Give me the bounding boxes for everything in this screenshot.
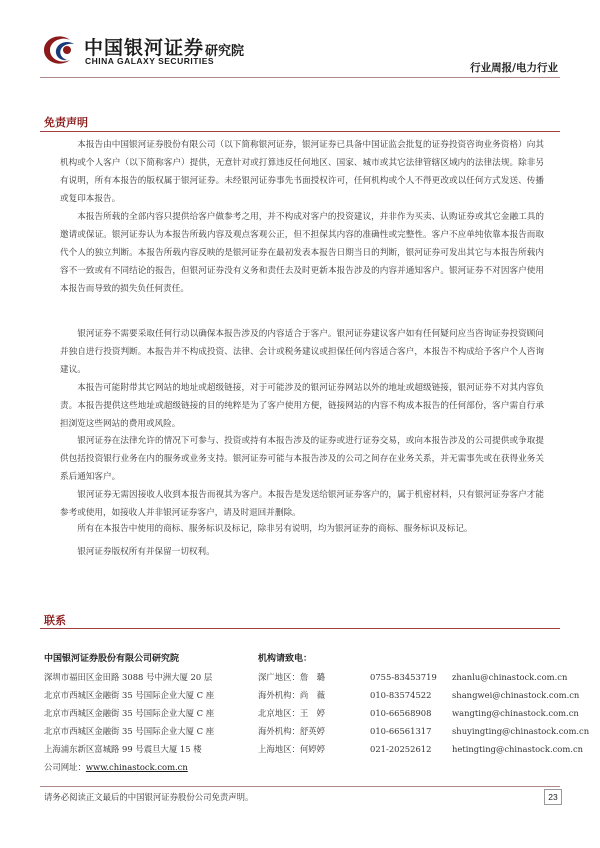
contact-row — [258, 668, 589, 686]
disclaimer-paragraph: 本报告由中国银河证券股份有限公司（以下简称银河证券，银河证券已具备中国证监会批复的证券投资咨询业务资格）向其机构或个人客户（以下简称客户）提供，无意针对或打算违反任何地区、国家、城市或其它法律管辖区域内的法律法规。除非另有说明，所有本报告的版权属于银河证券。未经银河证券事先书面授权许可，任何机构或个人不得更改或以任何方式发送、传播或复印本报告。 — [60, 140, 544, 204]
contact-title: 联系 — [44, 614, 66, 627]
disclaimer-paragraph: 银河证券在法律允许的情况下可参与、投资或持有本报告涉及的证券或进行证券交易，或向本报告涉及的公司提供或争取提供包括投资银行业务在内的服务或业务支持。银河证券可能与本报告涉及的公司之间存在业务关系，并无需事先或在获得业务关系后通知客户。 — [60, 436, 544, 482]
contact-email[interactable]: hetingting@chinastock.com.cn — [452, 744, 584, 754]
contact-region: 海外机构：尚 薇 — [258, 690, 325, 700]
contact-row — [258, 722, 589, 740]
company-addresses — [44, 650, 214, 776]
requests-title: 机构请致电： — [258, 654, 313, 664]
address-line: 上海浦东新区富城路 99 号震旦大厦 15 楼 — [44, 744, 202, 754]
contact-phone: 021-20252612 — [370, 744, 432, 754]
disclaimer-paragraph: 银河证券不需要采取任何行动以确保本报告涉及的内容适合于客户。银河证券建议客户如有任何疑问应当咨询证券投资顾问并独自进行投资判断。本报告并不构成投资、法律、会计或税务建议或担保任何内容适合客户，本报告不构成给予客户个人咨询建议。 — [60, 329, 544, 375]
contact-row — [258, 686, 589, 704]
disclaimer-paragraph: 银河证券版权所有并保留一切权利。 — [77, 547, 215, 557]
contact-phone: 010-83574522 — [370, 690, 432, 700]
contact-email[interactable]: zhanlu@chinastock.com.cn — [452, 672, 568, 682]
contact-row — [258, 740, 589, 758]
contact-email[interactable]: shuyingting@chinastock.com.cn — [452, 726, 590, 736]
website-label: 公司网址： — [44, 762, 86, 772]
contact-phone: 0755-83453719 — [370, 672, 437, 682]
institute-label: 研究院 — [205, 44, 245, 59]
address-line: 北京市西城区金融街 35 号国际企业大厦 C 座 — [44, 708, 215, 718]
disclaimer-paragraph: 所有在本报告中使用的商标、服务标识及标记，除非另有说明，均为银河证券的商标、服务标识及标记。 — [77, 524, 473, 534]
report-type: 行业周报/电力行业 — [470, 62, 558, 74]
contact-email[interactable]: wangting@chinastock.com.cn — [452, 708, 579, 718]
address-line: 深圳市福田区金田路 3088 号中洲大厦 20 层 — [44, 672, 213, 682]
address-line: 北京市西城区金融街 35 号国际企业大厦 C 座 — [44, 726, 215, 736]
galaxy-logo-icon — [40, 34, 78, 66]
contact-email[interactable]: shangwei@chinastock.com.cn — [452, 690, 580, 700]
disclaimer-divider — [40, 131, 560, 132]
disclaimer-paragraph: 本报告所载的全部内容只提供给客户做参考之用，并不构成对客户的投资建议，并非作为买卖、认购证券或其它金融工具的邀请或保证。银河证券认为本报告所载内容及观点客观公正，但不担保其内容的准确性或完整性。客户不应单纯依靠本报告而取代个人的独立判断。本报告所载内容反映的是银河证券在最初发表本报告日期当日的判断，银河证券可发出其它与本报告所载内容不一致或有不同结论的报告，但银河证券没有义务和责任去及时更新本报告涉及的内容并通知客户。银河证券不对因客户使用本报告而导致的损失负任何责任。 — [60, 212, 544, 294]
institution-contacts — [258, 650, 589, 758]
disclaimer-title: 免责声明 — [44, 116, 88, 129]
brand-name-cn: 中国银河证券 — [84, 37, 205, 59]
website-row — [44, 758, 214, 776]
contact-region: 上海地区：何婷婷 — [258, 744, 325, 754]
page-number: 23 — [544, 789, 562, 805]
contact-divider — [40, 628, 560, 629]
disclaimer-paragraph: 本报告可能附带其它网站的地址或超级链接，对于可能涉及的银河证券网站以外的地址或超级链接，银河证券不对其内容负责。本报告提供这些地址或超级链接的目的纯粹是为了客户使用方便，链接网站的内容不构成本报告的任何部份，客户需自行承担浏览这些网站的费用或风险。 — [60, 383, 544, 429]
contact-region: 深广地区：詹 璐 — [258, 672, 325, 682]
company-name: 中国银河证券股份有限公司研究院 — [44, 654, 180, 664]
website-link[interactable]: www.chinastock.com.cn — [85, 762, 188, 772]
contact-phone: 010-66561317 — [370, 726, 432, 736]
contact-region: 海外机构：舒英婷 — [258, 726, 325, 736]
header-divider — [40, 77, 560, 78]
contact-row — [258, 704, 589, 722]
footer-divider — [40, 786, 560, 787]
footer-notice: 请务必阅读正文最后的中国银河证券股份公司免责声明。 — [44, 792, 254, 802]
contact-region: 北京地区：王 婷 — [258, 708, 325, 718]
address-line: 北京市西城区金融街 35 号国际企业大厦 C 座 — [44, 690, 215, 700]
brand-name-en: CHINA GALAXY SECURITIES — [85, 56, 215, 66]
contact-phone: 010-66568908 — [370, 708, 432, 718]
disclaimer-paragraph: 银河证券无需因接收人收到本报告而视其为客户。本报告是发送给银河证券客户的，属于机密材料，只有银河证券客户才能参考或使用，如接收人并非银河证券客户，请及时退回并删除。 — [60, 490, 544, 518]
